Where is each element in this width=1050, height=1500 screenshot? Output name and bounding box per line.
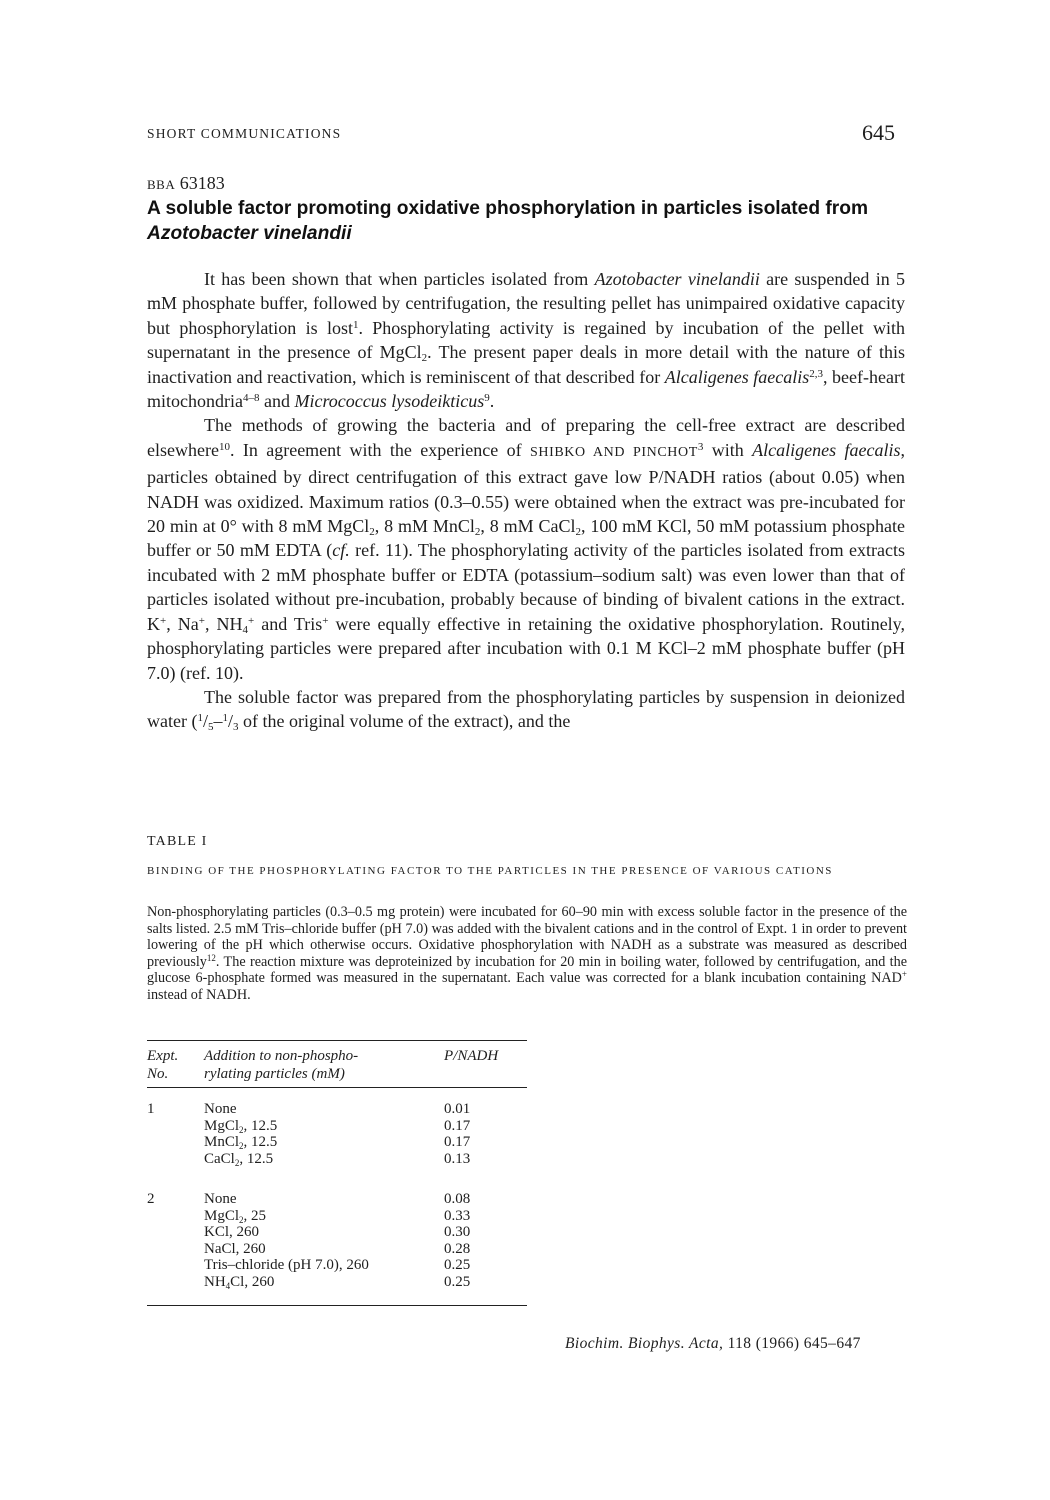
addition-text: MgCl bbox=[204, 1207, 240, 1224]
text-run: . The reaction mixture was deproteinized by incubation for 20 min in boiling water, followed by centrifugation, and the glucose 6-phosphate formed was measured in the supernatant. Each value was corrected for a blank incubation containing NAD bbox=[147, 953, 907, 986]
reference-marker: 2,3 bbox=[809, 367, 823, 380]
table-caption: BINDING OF THE PHOSPHORYLATING FACTOR TO THE PARTICLES IN THE PRESENCE OF VARIOUS CATIONS bbox=[147, 865, 833, 877]
ratio-value: 0.33 bbox=[444, 1207, 471, 1224]
column-header-ratio: P/NADH bbox=[444, 1048, 499, 1064]
text-run: , beef-heart mitochondria bbox=[147, 366, 905, 412]
reference-marker: 10 bbox=[218, 440, 230, 453]
header-line: Expt. bbox=[147, 1048, 179, 1064]
table-rule-header bbox=[147, 1087, 527, 1088]
ratio-value: 0.13 bbox=[444, 1150, 471, 1167]
ratio-value: 0.17 bbox=[444, 1117, 471, 1134]
subscript: 3 bbox=[233, 721, 239, 734]
addition-cell bbox=[204, 1134, 277, 1151]
addition-text: , 12.5 bbox=[239, 1150, 274, 1167]
addition-cell bbox=[204, 1208, 266, 1225]
running-head: SHORT COMMUNICATIONS bbox=[147, 126, 342, 141]
table-label: TABLE I bbox=[147, 834, 208, 849]
subscript: 2 bbox=[369, 526, 375, 539]
addition-text: Tris–chloride (pH 7.0), 260 bbox=[204, 1257, 369, 1274]
superscript: + bbox=[160, 614, 167, 627]
text-run: . In agreement with the experience of bbox=[229, 439, 530, 460]
journal-name: Biochim. Biophys. Acta, bbox=[565, 1335, 724, 1352]
article-title bbox=[147, 196, 907, 246]
text-run: , 100 mM KCl, 50 mM potassium phosphate buffer or 50 mM EDTA ( bbox=[147, 516, 905, 561]
ratio-value: 0.25 bbox=[444, 1274, 471, 1290]
addition-cell bbox=[204, 1257, 369, 1274]
addition-text: Cl, 260 bbox=[230, 1274, 275, 1290]
subscript: 4 bbox=[225, 1281, 231, 1291]
article-code-number: 63183 bbox=[179, 173, 225, 193]
page-number: 645 bbox=[862, 120, 895, 145]
volume-year-pages: 118 (1966) 645–647 bbox=[723, 1335, 861, 1352]
reference-marker: 9 bbox=[484, 392, 490, 405]
organism-name: Azotobacter vinelandii bbox=[594, 269, 760, 289]
subscript: 2 bbox=[239, 1214, 244, 1225]
subscript: 2 bbox=[474, 526, 481, 539]
ratio-value: 0.25 bbox=[444, 1257, 471, 1274]
text-run: , NH bbox=[204, 613, 243, 634]
superscript: + bbox=[198, 614, 205, 627]
header-line: Addition to non-phospho- bbox=[204, 1048, 359, 1064]
superscript: 1 bbox=[222, 712, 228, 725]
text-run: and Tris bbox=[254, 613, 323, 634]
ratio-value: 0.17 bbox=[444, 1134, 471, 1151]
subscript: 2 bbox=[421, 352, 428, 365]
subscript: 4 bbox=[242, 623, 248, 636]
text-run: , Na bbox=[166, 613, 199, 634]
text-run: . bbox=[489, 391, 495, 412]
text-run: are suspended in 5 mM phosphate buffer, followed by centrifugation, the resulting pellet has unimpaired oxidative capacity but phosphorylation is lost bbox=[147, 269, 905, 338]
text-run: / bbox=[227, 711, 233, 732]
article-body bbox=[147, 267, 905, 734]
ratio-value: 0.08 bbox=[444, 1191, 471, 1207]
article-title-text: A soluble factor promoting oxidative phosphorylation in particles isolated from bbox=[147, 198, 869, 219]
superscript: 1 bbox=[197, 712, 203, 725]
addition-text: KCl, 260 bbox=[204, 1224, 260, 1241]
text-run: , particles obtained by direct centrifugation of this extract gave low P/NADH ratios (about 0.05) when NADH was oxidized. Maximum ratios (0.3–0.55) were obtained when the extract was pre-incubated for 20 min at 0° with 8 mM MgCl bbox=[147, 439, 905, 537]
subscript: 2 bbox=[234, 1157, 240, 1168]
reference-marker: 12 bbox=[206, 952, 216, 963]
text-run: . Phosphorylating activity is regained by incubation of the pellet with supernatant in the presence of MgCl bbox=[147, 317, 905, 363]
expt-number: 2 bbox=[147, 1191, 155, 1207]
article-title-organism: Azotobacter vinelandii bbox=[147, 223, 352, 244]
text-run: / bbox=[202, 711, 208, 732]
subscript: 2 bbox=[239, 1124, 244, 1135]
text-run: , 8 mM CaCl bbox=[480, 516, 576, 537]
superscript: + bbox=[901, 969, 907, 979]
organism-name: Alcaligenes faecalis bbox=[664, 366, 810, 387]
text-run: with bbox=[703, 439, 753, 460]
header-line: rylating particles (mM) bbox=[204, 1066, 345, 1082]
addition-text: None bbox=[204, 1191, 237, 1207]
text-run: . The present paper deals in more detail with the nature of this inactivation and reactivation, which is reminiscent of that described for bbox=[147, 342, 905, 387]
paragraph-1 bbox=[147, 267, 905, 413]
text-run: – bbox=[213, 711, 223, 732]
article-code-prefix: BBA bbox=[147, 177, 176, 192]
text-run: of the original volume of the extract), and the bbox=[238, 711, 571, 732]
journal-citation bbox=[565, 1335, 861, 1353]
addition-cell bbox=[204, 1224, 259, 1241]
article-code bbox=[147, 173, 225, 194]
addition-text: , 12.5 bbox=[243, 1117, 278, 1134]
addition-text: CaCl bbox=[204, 1150, 235, 1167]
addition-cell bbox=[204, 1191, 237, 1208]
header-line: No. bbox=[147, 1066, 169, 1082]
ratio-value: 0.30 bbox=[444, 1224, 471, 1241]
addition-cell bbox=[204, 1118, 277, 1135]
text-run: and bbox=[259, 391, 295, 412]
author-names: SHIBKO AND PINCHOT bbox=[529, 444, 698, 460]
column-header-addition bbox=[204, 1047, 358, 1083]
table-rule-bottom bbox=[147, 1305, 527, 1306]
superscript: + bbox=[322, 614, 329, 627]
superscript: + bbox=[247, 614, 255, 627]
addition-text: , 12.5 bbox=[243, 1134, 278, 1151]
table-legend bbox=[147, 904, 907, 1003]
text-run: The methods of growing the bacteria and of preparing the cell-free extract are described elsewhere bbox=[147, 415, 905, 460]
subscript: 2 bbox=[575, 526, 581, 539]
expt-number: 1 bbox=[147, 1101, 155, 1117]
subscript: 2 bbox=[239, 1141, 244, 1152]
italic-text: cf. bbox=[332, 540, 350, 561]
paragraph-2 bbox=[147, 413, 905, 684]
addition-cell bbox=[204, 1151, 273, 1168]
ratio-value: 0.01 bbox=[444, 1101, 471, 1117]
organism-name: Alcaligenes faecalis bbox=[752, 439, 901, 460]
subscript: 5 bbox=[207, 721, 214, 734]
text-run: ref. 11). The phosphorylating activity of the particles isolated from extracts incubated with 2 mM phosphate buffer or EDTA (potassium–sodium salt) was even lower than that of particles isolated without pre-incubation, probably because of binding of bivalent cations in the extract. K bbox=[147, 540, 905, 634]
addition-text: MnCl bbox=[204, 1134, 240, 1151]
text-run: The soluble factor was prepared from the phosphorylating particles by suspension in deionized water ( bbox=[147, 686, 905, 732]
reference-marker: 1 bbox=[352, 318, 359, 331]
reference-marker: 4–8 bbox=[242, 392, 260, 405]
addition-cell bbox=[204, 1241, 266, 1258]
addition-text: NH bbox=[204, 1274, 226, 1290]
addition-text: None bbox=[204, 1101, 237, 1117]
organism-name: Micrococcus lysodeikticus bbox=[294, 391, 485, 412]
text-run: instead of NADH. bbox=[147, 986, 251, 1003]
addition-text: , 25 bbox=[243, 1207, 267, 1224]
paragraph-3 bbox=[147, 685, 905, 734]
table-rule-top bbox=[147, 1040, 527, 1041]
addition-cell bbox=[204, 1274, 274, 1291]
column-header-expt bbox=[147, 1047, 178, 1083]
reference-marker: 3 bbox=[697, 440, 704, 453]
text-run: , 8 mM MnCl bbox=[374, 516, 475, 537]
text-run: were equally effective in retaining the oxidative phosphorylation. Routinely, phosphorylating particles were prepared after incubation with 0.1 M KCl–2 mM phosphate buffer (pH 7.0) (ref. 10). bbox=[147, 613, 906, 683]
text-run: Non-phosphorylating particles (0.3–0.5 mg protein) were incubated for 60–90 min with excess soluble factor in the presence of the salts listed. 2.5 mM Tris–chloride buffer (pH 7.0) was added with the bivalent cations and in the control of Expt. 1 in order to prevent lowering of the pH which otherwise occurs. Oxidative phosphorylation with NADH as a substrate was measured as described previously bbox=[147, 904, 907, 970]
ratio-value: 0.28 bbox=[444, 1240, 471, 1257]
addition-cell bbox=[204, 1101, 237, 1118]
addition-text: NaCl, 260 bbox=[204, 1240, 266, 1257]
addition-text: MgCl bbox=[204, 1117, 240, 1134]
text-run: It has been shown that when particles isolated from bbox=[204, 269, 595, 289]
